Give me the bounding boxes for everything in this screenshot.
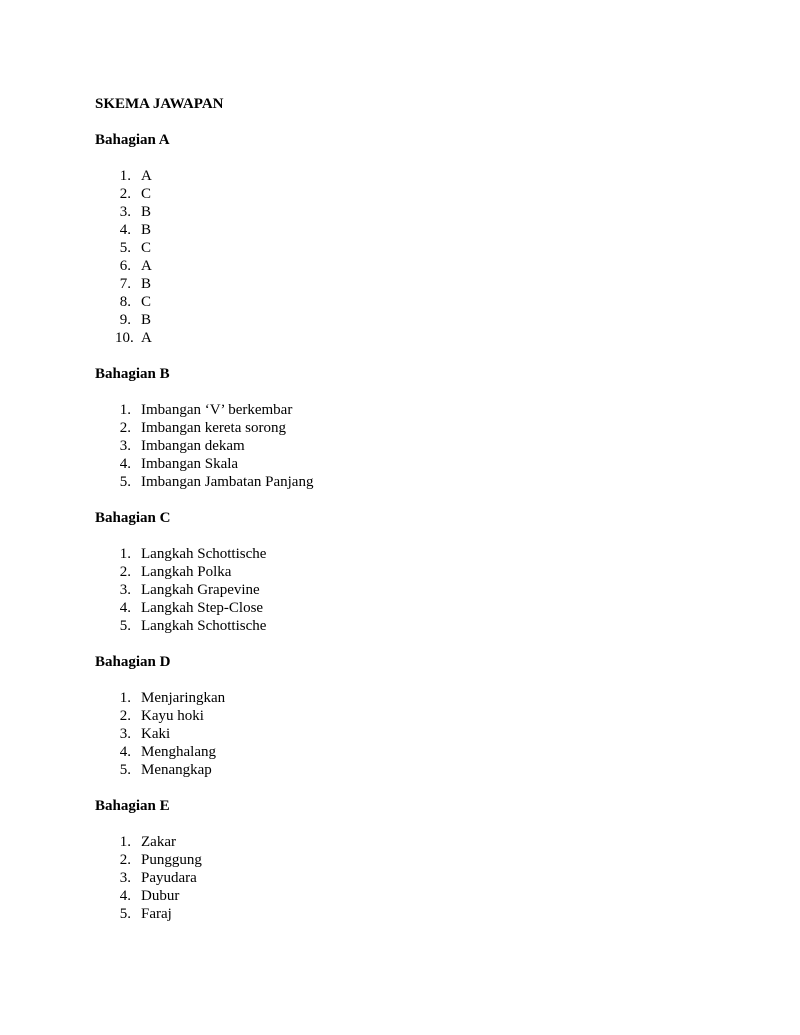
item-answer: C [141, 240, 152, 256]
section-heading: Bahagian C [95, 510, 171, 526]
item-answer: B [141, 276, 152, 292]
item-answer: Imbangan kereta sorong [141, 420, 286, 436]
list-item [95, 851, 735, 869]
item-answer: Menjaringkan [141, 690, 226, 706]
list-item [95, 437, 735, 455]
answer-list [95, 167, 735, 347]
item-number: 5. [119, 618, 131, 634]
item-answer: Dubur [141, 888, 180, 904]
list-item [95, 761, 735, 779]
item-answer: Menghalang [141, 744, 216, 760]
item-answer: Langkah Polka [141, 564, 232, 580]
item-answer: Payudara [141, 870, 197, 886]
list-item [95, 707, 735, 725]
item-number: 2. [119, 564, 131, 580]
item-number: 8. [119, 294, 131, 310]
item-number: 5. [119, 240, 131, 256]
item-number: 9. [119, 312, 131, 328]
item-number: 4. [119, 888, 131, 904]
page-title: SKEMA JAWAPAN [95, 96, 224, 112]
item-number: 1. [119, 168, 131, 184]
list-item [95, 455, 735, 473]
list-item [95, 203, 735, 221]
item-number: 1. [119, 402, 131, 418]
item-answer: A [141, 330, 152, 346]
item-number: 3. [119, 870, 131, 886]
item-number: 3. [119, 726, 131, 742]
list-item [95, 581, 735, 599]
item-number: 5. [119, 474, 131, 490]
list-item [95, 617, 735, 635]
list-item [95, 599, 735, 617]
item-number: 10. [115, 330, 134, 346]
item-number: 5. [119, 906, 131, 922]
list-item [95, 401, 735, 419]
item-answer: Langkah Grapevine [141, 582, 260, 598]
list-item [95, 563, 735, 581]
item-answer: Langkah Schottische [141, 546, 267, 562]
item-answer: Langkah Schottische [141, 618, 267, 634]
item-number: 5. [119, 762, 131, 778]
list-item [95, 545, 735, 563]
list-item [95, 419, 735, 437]
item-number: 2. [119, 186, 131, 202]
item-answer: Imbangan ‘V’ berkembar [141, 402, 293, 418]
item-answer: Imbangan dekam [141, 438, 245, 454]
item-number: 1. [119, 690, 131, 706]
sections-container [95, 131, 735, 923]
answer-list [95, 401, 735, 491]
section-heading: Bahagian D [95, 654, 171, 670]
item-number: 3. [119, 204, 131, 220]
list-item [95, 869, 735, 887]
list-item [95, 275, 735, 293]
list-item [95, 185, 735, 203]
list-item [95, 221, 735, 239]
item-answer: C [141, 294, 152, 310]
answer-list [95, 545, 735, 635]
list-item [95, 293, 735, 311]
list-item [95, 167, 735, 185]
item-answer: A [141, 168, 152, 184]
item-answer: Punggung [141, 852, 202, 868]
list-item [95, 887, 735, 905]
item-answer: Kaki [141, 726, 171, 742]
list-item [95, 833, 735, 851]
list-item [95, 905, 735, 923]
item-number: 1. [119, 834, 131, 850]
item-number: 2. [119, 708, 131, 724]
list-item [95, 725, 735, 743]
item-answer: Menangkap [141, 762, 212, 778]
list-item [95, 239, 735, 257]
list-item [95, 743, 735, 761]
item-answer: A [141, 258, 152, 274]
item-number: 1. [119, 546, 131, 562]
item-answer: Imbangan Jambatan Panjang [141, 474, 314, 490]
list-item [95, 257, 735, 275]
item-number: 2. [119, 420, 131, 436]
item-number: 6. [119, 258, 131, 274]
list-item [95, 311, 735, 329]
item-number: 4. [119, 456, 131, 472]
item-number: 2. [119, 852, 131, 868]
section-heading: Bahagian B [95, 366, 170, 382]
item-answer: B [141, 222, 152, 238]
item-answer: Faraj [141, 906, 172, 922]
item-answer: C [141, 186, 152, 202]
item-answer: Zakar [141, 834, 176, 850]
answer-list [95, 689, 735, 779]
item-number: 3. [119, 438, 131, 454]
item-answer: B [141, 312, 152, 328]
item-number: 4. [119, 600, 131, 616]
list-item [95, 473, 735, 491]
item-answer: Langkah Step-Close [141, 600, 264, 616]
list-item [95, 689, 735, 707]
section-heading: Bahagian A [95, 132, 170, 148]
item-number: 7. [119, 276, 131, 292]
answer-list [95, 833, 735, 923]
item-answer: Imbangan Skala [141, 456, 239, 472]
item-answer: Kayu hoki [141, 708, 204, 724]
item-number: 4. [119, 222, 131, 238]
item-answer: B [141, 204, 152, 220]
answer-scheme-document [95, 95, 735, 923]
list-item [95, 329, 735, 347]
item-number: 3. [119, 582, 131, 598]
item-number: 4. [119, 744, 131, 760]
section-heading: Bahagian E [95, 798, 170, 814]
